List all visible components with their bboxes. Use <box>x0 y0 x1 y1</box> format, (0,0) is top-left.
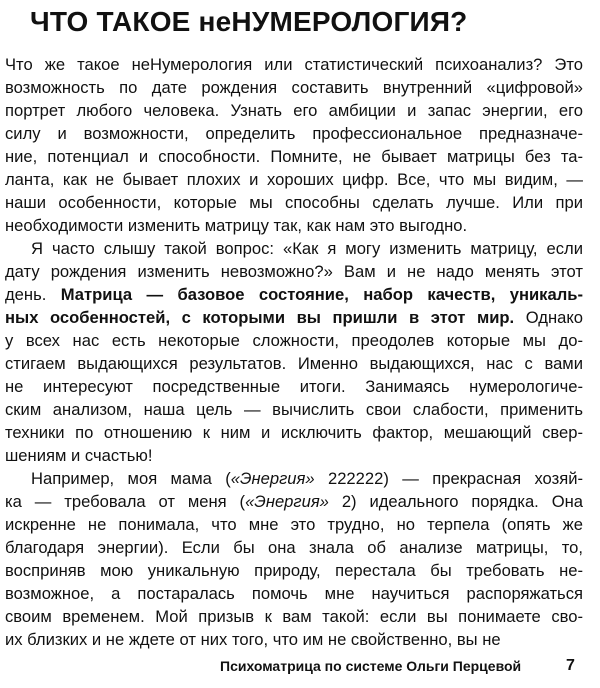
page-number: 7 <box>566 657 575 674</box>
text-line <box>5 490 583 513</box>
text-line <box>5 99 583 122</box>
text-segment: день. <box>5 285 61 304</box>
text-segment: ским анализом, наша цель — вычислить свои слабости, применить <box>5 400 583 419</box>
text-segment: Что же такое неНумерология или статистический психоанализ? Это <box>5 55 583 74</box>
text-segment: Однако <box>514 308 584 327</box>
text-line <box>5 467 583 490</box>
text-line <box>5 122 583 145</box>
text-line <box>5 513 583 536</box>
bold-text: Матрица — базовое состояние, набор качеств, уникаль- <box>60 285 583 304</box>
text-segment: восприняв мою уникальную природу, перестала бы требовать не- <box>5 561 583 580</box>
text-segment: искренне не понимала, что мне это трудно, но терпела (опять же <box>5 515 583 534</box>
text-segment: силу и возможности, определить профессиональное предназначе- <box>5 124 583 143</box>
text-line <box>5 53 583 76</box>
footer-book-title: Психоматрица по системе Ольги Перцевой <box>220 658 522 674</box>
text-segment: возможное, а постаралась помочь мне научиться распоряжаться <box>5 584 583 603</box>
text-line <box>5 421 583 444</box>
text-segment: дату рождения изменить невозможно?» Вам и не надо менять этот <box>5 262 583 281</box>
text-line <box>5 605 583 628</box>
text-segment: не интересуют посредственные итоги. Занимаясь нумерологиче- <box>5 377 583 396</box>
text-line <box>5 375 583 398</box>
text-segment: техники по отношению к ним и исключить фактор, мешающий свер- <box>5 423 583 442</box>
text-segment: стигаем выдающихся результатов. Именно выдающихся, нас с вами <box>5 354 583 373</box>
text-segment: Например, моя мама ( <box>31 469 231 488</box>
text-segment: ние, потенциал и способности. Помните, не бывает матрицы без та- <box>5 147 583 166</box>
text-segment: шениям и счастью! <box>5 446 153 465</box>
text-line <box>5 582 583 605</box>
text-line <box>5 168 583 191</box>
paragraph <box>5 53 583 237</box>
body-text <box>5 53 583 651</box>
paragraph <box>5 237 583 467</box>
text-line <box>5 628 583 651</box>
text-segment: портрет любого человека. Узнать его амбиции и запас энергии, его <box>5 101 583 120</box>
text-line <box>5 536 583 559</box>
text-line <box>5 352 583 375</box>
page-title: ЧТО ТАКОЕ неНУМЕРОЛОГИЯ? <box>30 6 468 37</box>
text-segment: их близких и не ждете от них того, что им не свойственно, вы не <box>5 630 501 649</box>
text-segment: благодаря энергии). Если бы она знала об анализе матрицы, то, <box>5 538 583 557</box>
text-line <box>5 283 583 306</box>
text-segment: своим временем. Мой призыв к вам такой: если вы понимаете сво- <box>5 607 583 626</box>
text-segment: ланта, как не бывает плохих и хороших цифр. Все, что мы видим, — <box>5 170 583 189</box>
text-segment: 222222) — прекрасная хозяй- <box>314 469 583 488</box>
text-line <box>5 145 583 168</box>
text-segment: 2) идеального порядка. Она <box>328 492 583 511</box>
italic-text: «Энергия» <box>245 492 329 511</box>
bold-text: ных особенностей, с которыми вы пришли в этот мир. <box>5 308 515 327</box>
text-line <box>5 398 583 421</box>
text-line <box>5 559 583 582</box>
text-line <box>5 191 583 214</box>
text-line <box>5 237 583 260</box>
text-segment: возможность по дате рождения составить внутренний «цифровой» <box>5 78 583 97</box>
text-segment: наши особенности, которые мы способны сделать лучше. Или при <box>5 193 583 212</box>
text-line <box>5 444 583 467</box>
text-segment: Я часто слышу такой вопрос: «Как я могу изменить матрицу, если <box>31 239 583 258</box>
text-line <box>5 214 583 237</box>
text-segment: необходимости изменить матрицу так, как нам это выгодно. <box>5 216 468 235</box>
text-line <box>5 329 583 352</box>
text-line <box>5 260 583 283</box>
text-line <box>5 76 583 99</box>
italic-text: «Энергия» <box>230 469 315 488</box>
text-segment: ка — требовала от меня ( <box>5 492 246 511</box>
paragraph <box>5 467 583 651</box>
text-segment: у всех нас есть некоторые сложности, преодолев которые мы до- <box>5 331 583 350</box>
text-line <box>5 306 583 329</box>
page-footer <box>0 655 600 679</box>
